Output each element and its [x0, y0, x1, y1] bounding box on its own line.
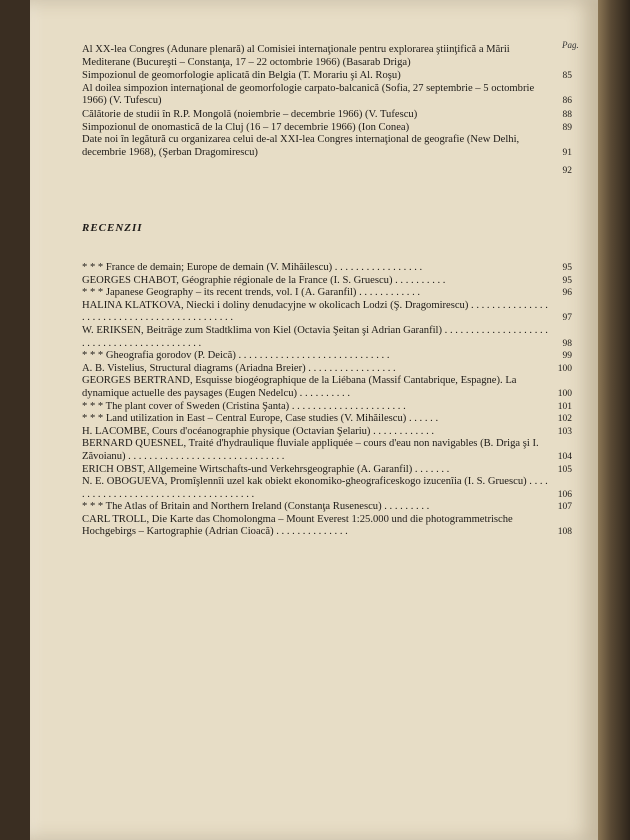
list-item — [82, 514, 572, 539]
list-item — [82, 438, 572, 463]
entry-page: 88 — [562, 109, 572, 120]
entry-text: * * * France de demain; Europe de demain (V. Mihăilescu) . . . . . . . . . . . . . . . . . — [82, 262, 423, 273]
entry-page: 91 — [562, 147, 572, 158]
entry-text: * * * The Atlas of Britain and Northern Ireland (Constanţa Rusenescu) . . . . . . . . . — [82, 501, 430, 513]
entry-text: * * * Japanese Geography – its recent trends, vol. I (A. Garanfil) . . . . . . . . . . . . — [82, 287, 421, 299]
entry-text: BERNARD QUESNEL, Traité d'hydraulique fluviale appliquée – cours d'eau non navigables (B. Driga şi I. Zăvoianu) . . . . . . . . . . . . . . . . . . . . . . . . . . . . . . — [82, 438, 539, 462]
entry-text: * * * Land utilization in East – Central Europe, Case studies (V. Mihăilescu) . . . . . . — [82, 413, 439, 425]
list-item — [82, 109, 572, 122]
entry-page: 102 — [557, 414, 572, 425]
entry-page: 106 — [557, 489, 572, 500]
entry-page: 95 — [562, 275, 572, 286]
entry-text: N. E. OBOGUEVA, Promîşlennîi uzel kak obiekt ekonomiko-gheograficeskogo izucenîia (I. S. Gruescu) . . . . . . . . . . . . . . . . . . . . . . . . . . . . . . . . . . . . . — [82, 476, 548, 500]
reviews-list — [82, 262, 572, 539]
entry-page: 99 — [562, 351, 572, 362]
entry-page: 104 — [557, 451, 572, 462]
list-item — [82, 122, 572, 135]
list-item — [82, 350, 572, 363]
entry-text: * * * The plant cover of Sweden (Cristina Şanta) . . . . . . . . . . . . . . . . . . . . . . — [82, 400, 406, 412]
section-title: RECENZII — [82, 222, 143, 234]
entry-text: Al doilea simpozion internaţional de geomorfologie carpato-balcanică (Sofia, 27 septembrie – 5 octombrie 1966) (V. Tufescu) — [82, 82, 535, 107]
entry-text: Simpozionul de onomastică de la Cluj (16 – 17 decembrie 1966) (Ion Conea) — [82, 121, 410, 133]
list-item — [82, 476, 572, 501]
entry-text: A. B. Vistelius, Structural diagrams (Ariadna Breier) . . . . . . . . . . . . . . . . . — [82, 362, 396, 374]
list-item — [82, 300, 572, 325]
entry-page: 89 — [562, 122, 572, 133]
reports-list — [82, 44, 572, 176]
list-item — [82, 325, 572, 350]
entry-page: 101 — [557, 401, 572, 412]
list-item — [82, 363, 572, 376]
entry-page: 96 — [562, 288, 572, 299]
entry-text: HALINA KLATKOVA, Niecki i doliny denudacyjne w okolicach Lodzi (Ş. Dragomirescu) . . . . . . . . . . . . . . . . . . . . . . . . . . . . . . . . . . . . . . . . . . . . — [82, 299, 548, 324]
entry-text: GEORGES BERTRAND, Esquisse biogéographique de la Liébana (Massif Cantabrique, Espagne). La dynamique actuelle des paysages (Eugen Nedelcu) . . . . . . . . . . — [82, 375, 517, 399]
book-spine-shadow — [598, 0, 630, 840]
list-item — [82, 464, 572, 477]
entry-page: 107 — [557, 502, 572, 513]
entry-text: ERICH OBST, Allgemeine Wirtschafts-und Verkehrsgeographie (A. Garanfil) . . . . . . . — [82, 463, 450, 475]
list-item — [82, 401, 572, 414]
entry-page: 97 — [562, 313, 572, 324]
entry-page: 103 — [557, 426, 572, 437]
list-item — [82, 413, 572, 426]
entry-text: CARL TROLL, Die Karte das Chomolongma – Mount Everest 1:25.000 und die photogrammetrische Hochgebirgs – Kartographie (Adrian Cioacă) . . . . . . . . . . . . . . — [82, 513, 513, 538]
entry-page: 100 — [557, 363, 572, 374]
entry-page: 92 — [562, 165, 572, 176]
entry-page: 86 — [562, 96, 572, 107]
entry-page: 100 — [557, 388, 572, 399]
entry-text: Călătorie de studii în R.P. Mongolă (noiembrie – decembrie 1966) (V. Tufescu) — [82, 108, 418, 120]
entry-text: Al XX-lea Congres (Adunare plenară) al Comisiei internaţionale pentru explorarea ştiinţifică a Mării Mediterane (Bucureşti – Constanţa, 17 – 22 octombrie 1966) (Basarab Driga) — [82, 44, 510, 68]
list-item — [82, 83, 572, 108]
entry-page: 105 — [557, 464, 572, 475]
entry-page: 98 — [562, 338, 572, 349]
list-item — [82, 262, 572, 275]
list-item — [82, 287, 572, 300]
entry-page: 108 — [557, 527, 572, 538]
entry-page: 95 — [562, 263, 572, 273]
entry-text: GEORGES CHABOT, Géographie régionale de la France (I. S. Gruescu) . . . . . . . . . . — [82, 274, 446, 286]
list-item — [82, 375, 572, 400]
list-item — [82, 44, 572, 69]
list-item — [82, 501, 572, 514]
list-item — [82, 159, 572, 176]
entry-text: * * * Gheografia gorodov (P. Deică) . . . . . . . . . . . . . . . . . . . . . . . . . . . . . — [82, 350, 390, 362]
entry-text: H. LACOMBE, Cours d'océanographie physique (Octavian Şelariu) . . . . . . . . . . . . — [82, 425, 435, 437]
list-item — [82, 426, 572, 439]
entry-page: 85 — [562, 71, 572, 82]
page-column-label: Pag. — [562, 40, 579, 50]
list-item — [82, 275, 572, 288]
entry-text: W. ERIKSEN, Beiträge zum Stadtklima von Kiel (Octavia Şeitan şi Adrian Garanfil) . . . . . . . . . . . . . . . . . . . . . . . . . . . . . . . . . . . . . . . . . . . — [82, 324, 548, 349]
entry-text: Simpozionul de geomorfologie aplicată din Belgia (T. Morariu şi Al. Roşu) — [82, 70, 401, 82]
entry-text: Date noi în legătură cu organizarea celui de-al XXI-lea Congres internaţional de geografie (New Delhi, decembrie 1968), (Şerban Dragomirescu) — [82, 134, 520, 158]
list-item — [82, 134, 572, 159]
list-item — [82, 70, 572, 83]
